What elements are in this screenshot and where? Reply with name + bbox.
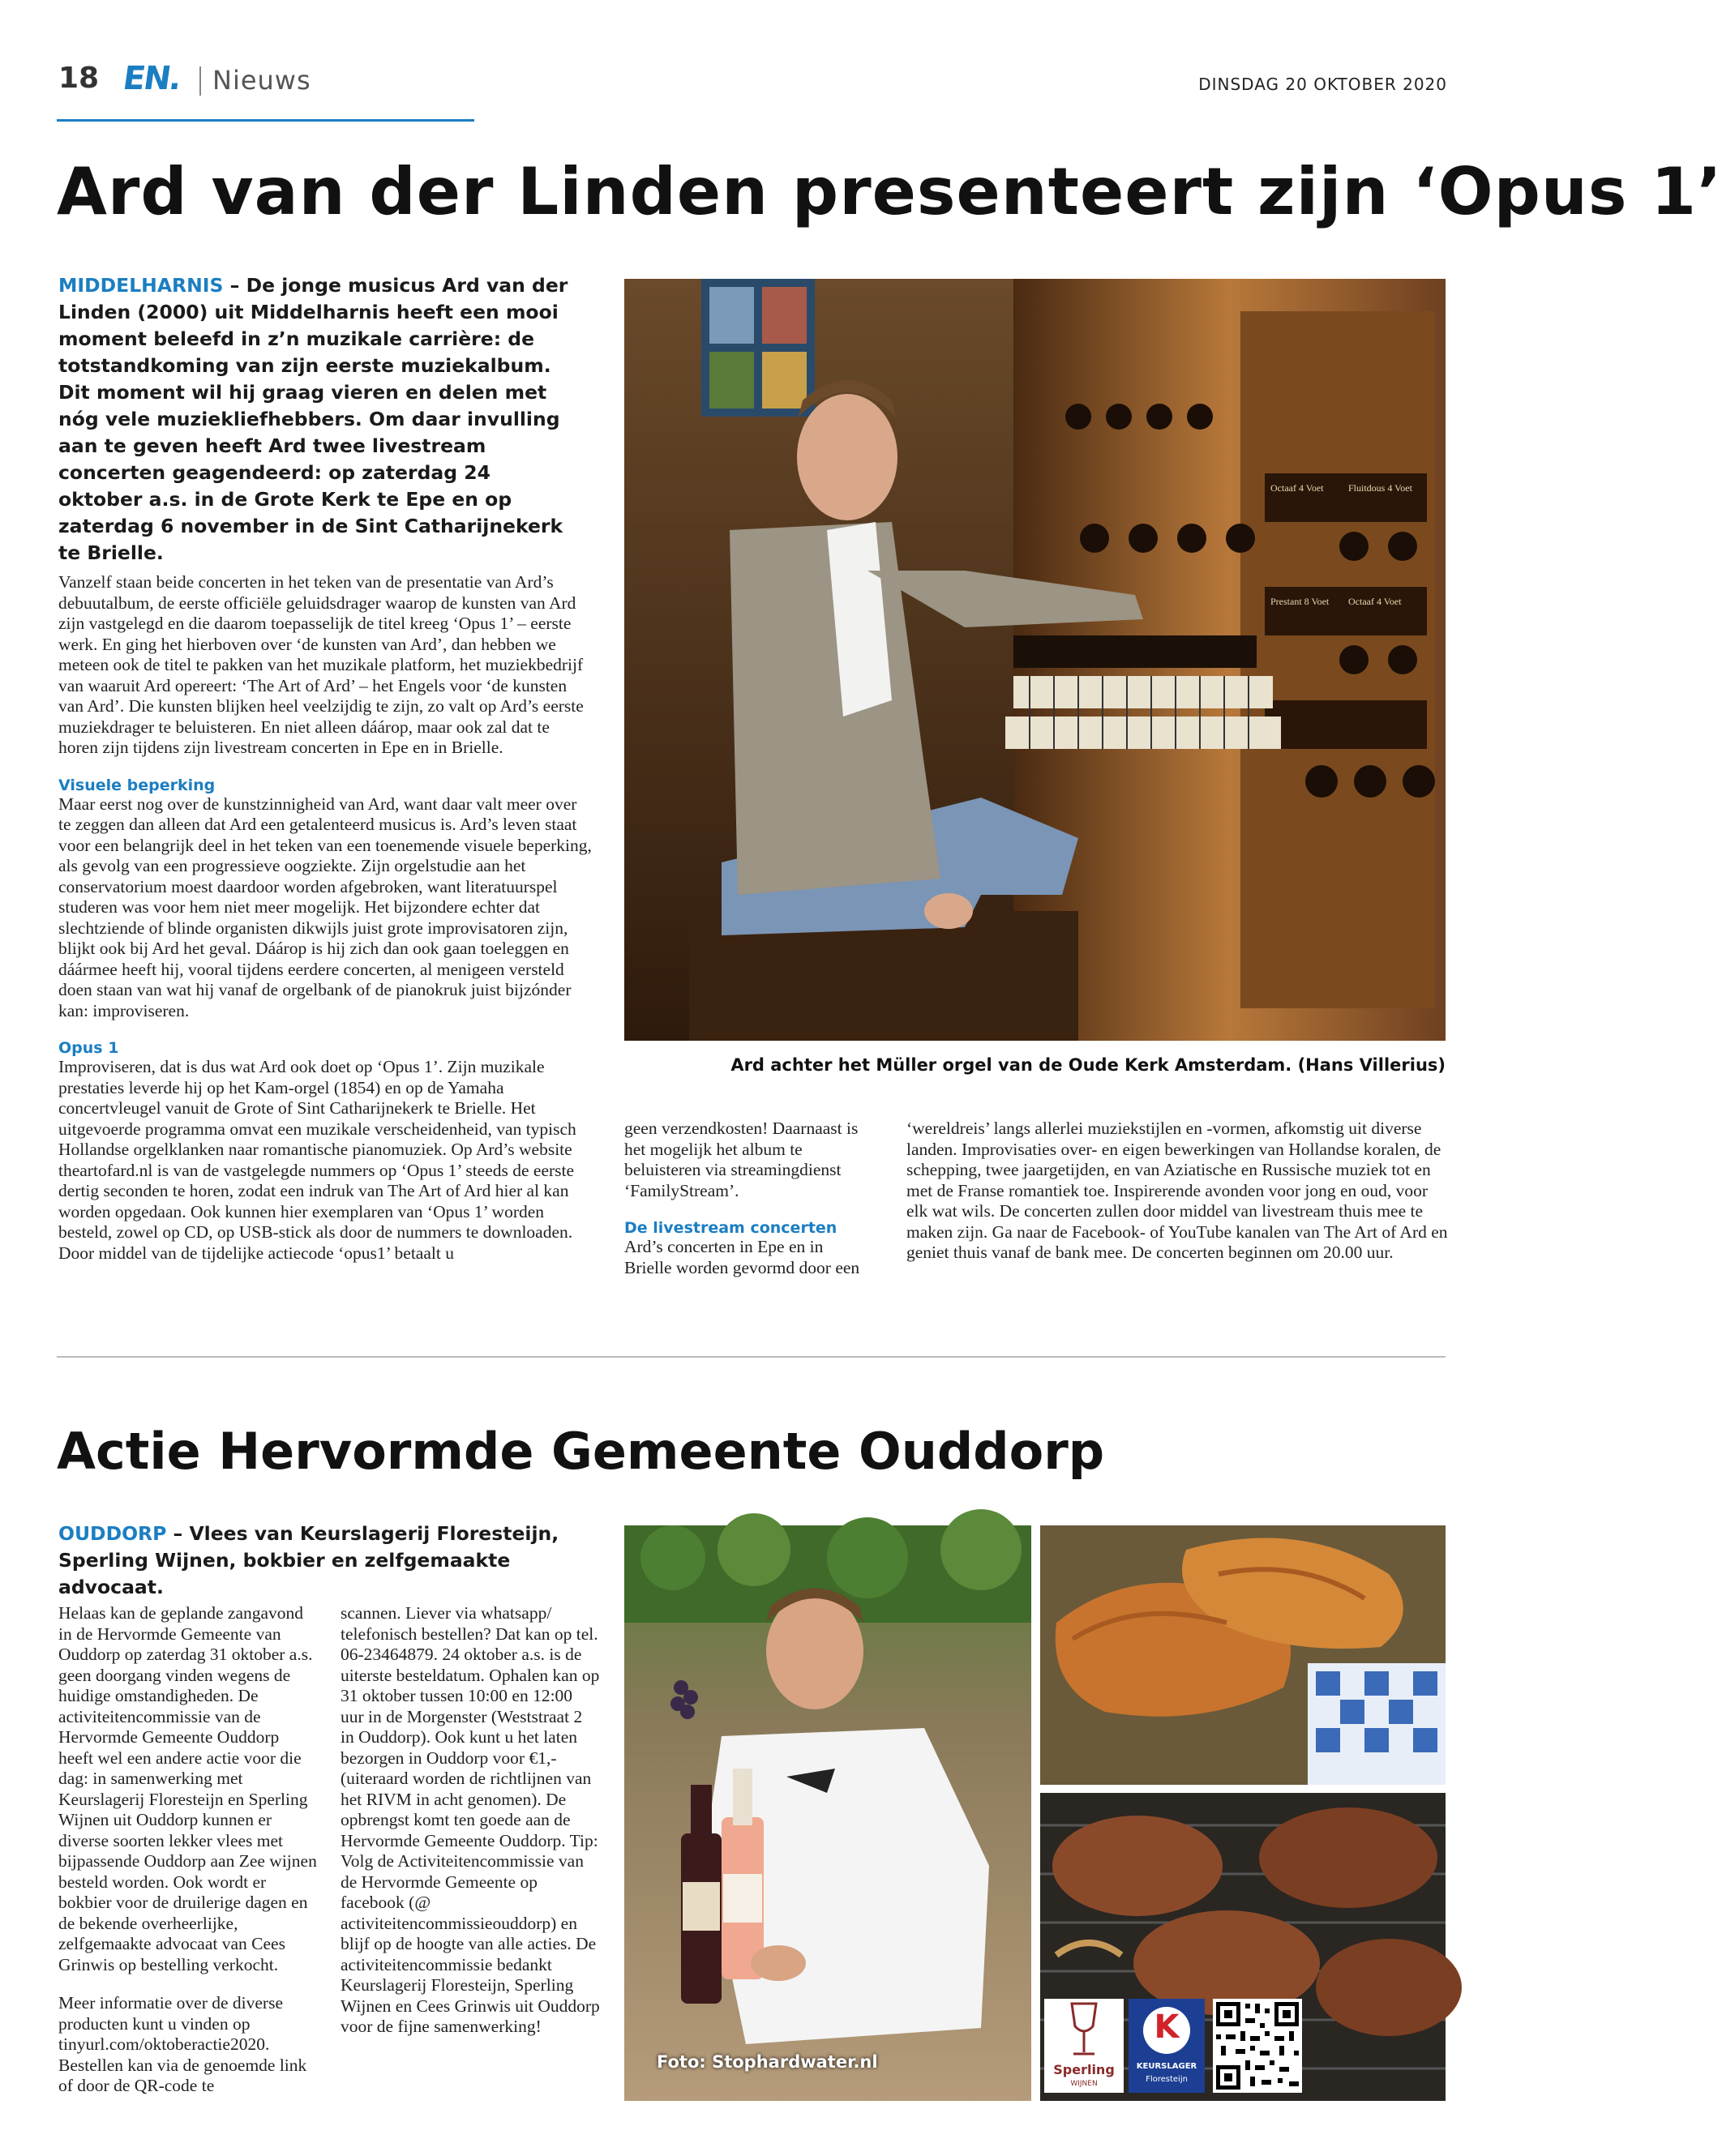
wine-glass-icon [1044,1999,1124,2064]
chicken-photo [1040,1525,1446,1785]
sperling-logo-name: Sperling [1053,2062,1115,2077]
keurslager-logo-name: KEURSLAGER [1136,2062,1197,2071]
stop-label: Prestant 8 Voet [1270,596,1330,607]
keurslager-logo-sub: Floresteijn [1146,2075,1188,2084]
organ-photo-caption: Ard achter het Müller orgel van de Oude Kerk Amsterdam. (Hans Villerius) [730,1055,1446,1075]
page-number: 18 [58,62,100,95]
article1-para3: Improviseren, dat is dus wat Ard ook doet op ‘Opus 1’. Zijn muzikale prestaties leverde hij op het Kam-orgel (1854) en op de Yamaha concertvleugel vanuit de Grote of Sint Catharijnekerk te Brielle. Het uitgevoerde programma omvat een muzikale verscheidenheid, van typisch Hollandse orgelklanken naar romantische pianomuziek. Op Ard’s website theartofard.nl is van de vastgelegde nummers op ‘Opus 1’ steeds de eerste dertig seconden te horen, zodat een indruk van The Art of Ard hier al kan worden opgedaan. Ook kunnen hier exemplaren van ‘Opus 1’ worden besteld, zowel op CD, op USB-stick als door de nummers te downloaden. Door middel van de tijdelijke actiecode ‘opus1’ betaalt u [58,1057,576,1263]
wine-photo [624,1525,1031,2101]
article2-column2 [341,1603,600,2038]
section-label[interactable]: Nieuws [212,65,311,96]
article2-col1-para2: Meer informatie over de diverse producten kunt u vinden op tinyurl.com/oktoberactie2020. Bestellen kan via de genoemde link of door de QR-code te [58,1993,307,2095]
stop-label: Octaaf 4 Voet [1348,596,1402,607]
header-rule [57,119,474,122]
wine-photo-credit: Foto: Stophardwater.nl [657,2052,878,2072]
article1-para4: geen verzendkosten! Daarnaast is het mogelijk het album te beluisteren via streamingdienst ‘FamilyStream’. [624,1119,859,1200]
article1-lead-text: – De jonge musicus Ard van der Linden (2000) uit Middelharnis heeft een mooi moment beleefd in z’n muzikale carrière: de totstandkoming van zijn eerste muziekalbum. Dit moment wil hij graag vieren en delen met nóg vele muziekliefhebbers. Om daar invulling aan te geven heeft Ard twee livestream concerten geagendeerd: op zaterdag 24 oktober a.s. in de Grote Kerk te Epe en op zaterdag 6 november in de Sint Catharijnekerk te Brielle. [58,274,568,564]
article1-subhead-visuele: Visuele beperking [58,776,216,794]
qr-code[interactable] [1213,1999,1302,2093]
stop-label: Fluitdous 4 Voet [1348,482,1412,494]
article2-column1 [58,1603,318,2097]
qr-code-icon [1213,1999,1302,2093]
organ-photo [624,279,1446,1041]
article1-para1: Vanzelf staan beide concerten in het teken van de presentatie van Ard’s debuutalbum, de eerste officiële geluidsdrager waarop de kunsten van Ard zijn vastgelegd en die daarom toepasselijk de titel kreeg ‘Opus 1’ – eerste werk. En ging het hierboven over ‘de kunsten van Ard’, dan hebben we meteen ook de titel te pakken van het muzikale platform, het muziekbedrijf van waaruit Ard opereert: ‘The Art of Ard’ – het Engels voor ‘de kunsten van Ard’. Die kunsten blijken heel veelzijdig te zijn, zo valt op Ard’s eerste muziekdrager te beluisteren. En niet alleen dáárop, maar ook zal dat te horen zijn tijdens zijn livestream concerten in Epe en in Brielle. [58,572,584,757]
article1-column1 [58,572,593,1264]
header-divider [199,66,201,96]
article2-lead [58,1521,577,1601]
article1-place: MIDDELHARNIS [58,274,224,297]
article2-place: OUDDORP [58,1522,167,1545]
article1-para2: Maar eerst nog over de kunstzinnigheid van Ard, want daar valt meer over te zeggen dan alleen dat Ard een getalenteerd musicus is. Ard’s leven staat voor een belangrijk deel in het teken van een toenemende visuele beperking, als gevolg van een progressieve oogziekte. Zijn orgelstudie aan het conservatorium moest daardoor worden afgebroken, want literatuurspel studeren was voor hem niet meer mogelijk. Het bijzondere echter dat slechtziende of blinde organisten dikwijls juist grote improvisatoren zijn, blijkt ook bij Ard het geval. Dáárop is hij zich dan ook gaan toeleggen en dáármee heeft hij, vooral tijdens eerdere concerten, al menigeen versteld doen staan van wat hij vanaf de orgelbank of de pianokruk juist bijzónder kan: improviseren. [58,794,592,1020]
article2-headline: Actie Hervormde Gemeente Ouddorp [57,1422,1105,1481]
article1-para5: Ard’s concerten in Epe en in Brielle worden gevormd door een [624,1237,860,1277]
article1-lead [58,272,577,567]
article1-column3 [906,1119,1450,1264]
sperling-logo-sub: WIJNEN [1070,2080,1098,2088]
article2-col1-para1: Helaas kan de geplande zangavond in de Hervormde Gemeente van Ouddorp op zaterdag 31 oktober a.s. geen doorgang vinden wegens de huidige omstandigheden. De activiteitencommissie van de Hervormde Gemeente Ouddorp heeft wel een andere actie voor die dag: in samenwerking met Keurslagerij Floresteijn en Sperling Wijnen uit Ouddorp kunnen er diverse soorten lekker vlees met bijpassende Ouddorp aan Zee wijnen besteld worden. Ook wordt er bokbier voor de druilerige dagen en de bekende overheerlijke, zelfgemaakte advocaat van Cees Grinwis op bestelling verkocht. [58,1603,317,1974]
article1-headline: Ard van der Linden presenteert zijn ‘Opus 1’ [57,154,1722,229]
article1-subhead-opus: Opus 1 [58,1039,119,1057]
newspaper-logo[interactable]: EN. [120,60,183,97]
article1-column2 [624,1119,872,1278]
article1-subhead-livestream: De livestream concerten [624,1219,837,1237]
stop-label: Octaaf 4 Voet [1270,482,1324,494]
keurslager-logo [1129,1999,1205,2093]
article2-lead-text: – Vlees van Keurslagerij Floresteijn, Sperling Wijnen, bokbier en zelfgemaakte advocaat. [58,1522,559,1598]
keurslager-k-letter: K [1154,2008,1180,2046]
article2-col2-para: scannen. Liever via whatsapp/ telefonisch bestellen? Dat kan op tel. 06-23464879. 24 oktober a.s. is de uiterste besteldatum. Ophalen kan op 31 oktober tussen 10:00 en 12:00 uur in de Morgenster (Weststraat 2 in Ouddorp). Ook kunt u het laten bezorgen in Ouddorp voor €1,- (uiteraard worden de richtlijnen van het RIVM in acht genomen). De opbrengst komt ten goede aan de Hervormde Gemeente Ouddorp. Tip: Volg de Activiteitencommissie van de Hervormde Gemeente op facebook (@ activiteitencommissieouddorp) en blijf op de hoogte van alle acties. De activiteitencommissie bedankt Keurslagerij Floresteijn, Sperling Wijnen en Cees Grinwis uit Ouddorp voor de fijne samenwerking! [341,1603,600,2036]
issue-date: DINSDAG 20 OKTOBER 2020 [1198,75,1447,94]
sperling-logo [1044,1999,1124,2093]
article-divider [57,1356,1446,1358]
article1-para6: ‘wereldreis’ langs allerlei muziekstijlen en -vormen, afkomstig uit diverse landen. Improvisaties over- en eigen bewerkingen van Hollandse koralen, de schepping, twee jaargetijden, en van Aziatische en Russische muziek tot en met de Franse romantiek toe. Inspirerende avonden voor jong en oud, voor elk wat wils. De concerten zullen door middel van livestream thuis mee te maken zijn. Ga naar de Facebook- of YouTube kanalen van The Art of Ard en geniet thuis vanaf de bank mee. De concerten beginnen om 20.00 uur. [906,1119,1448,1262]
